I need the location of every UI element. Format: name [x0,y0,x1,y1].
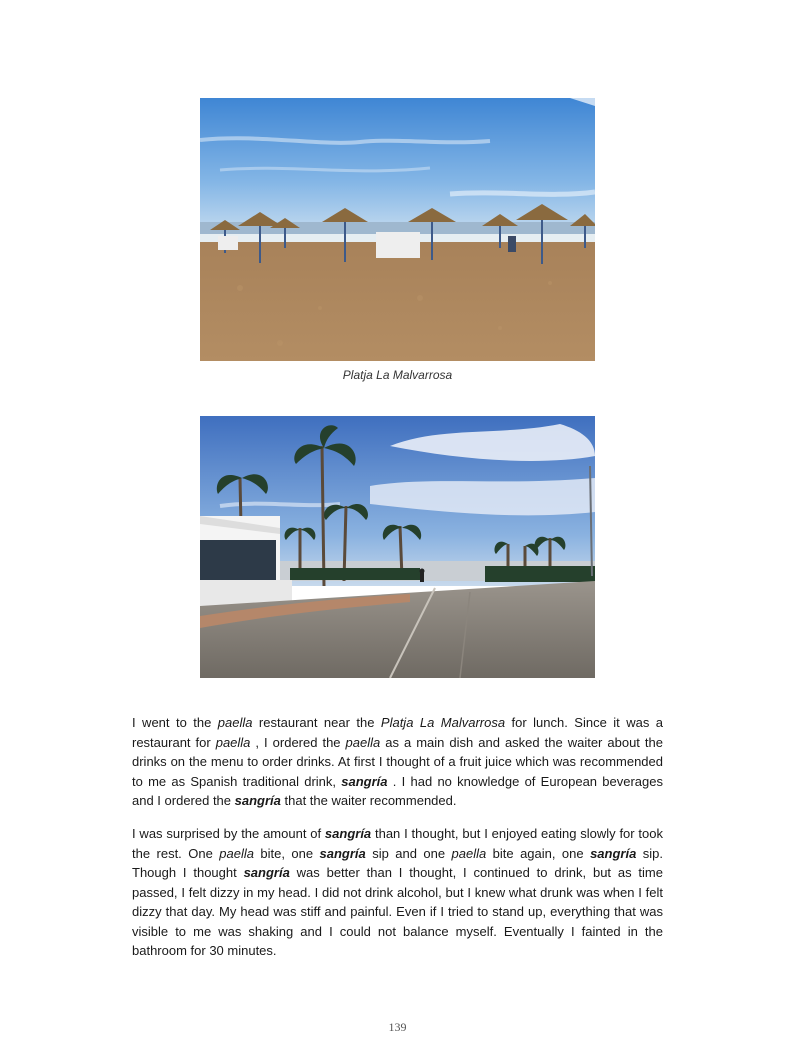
emphasized-term: sangría [243,865,290,880]
emphasized-term: sangría [590,845,637,861]
italic-term: paella [217,715,253,730]
text-run: , I ordered the [250,734,346,750]
emphasized-term: sangría [319,845,366,861]
text-run: was better than I thought, I continued to drink, but as time passed, I felt dizzy in my head. I did not drink alcohol, but I knew what drunk was when I felt dizzy that day. My head was stiff and painful. Even if I tried to stand up, everything that was visible to me was shaking and I could not balance myself. Eventually I fainted in the bathroom for 30 minutes. [132,865,663,958]
emphasized-term: sangría [341,773,388,789]
text-run: restaurant near the [252,715,381,730]
text-run: bite again, one [486,845,591,861]
body-paragraph-1 [132,713,663,811]
italic-term: paella [219,845,254,861]
promenade-palms-photo [200,416,595,678]
italic-term: paella [345,734,381,750]
text-run: that the waiter recommended. [280,793,457,808]
text-run: for lunch. Since it was a restaurant for [132,715,663,750]
beach-photo-caption: Platja La Malvarrosa [342,368,453,382]
text-run: bite, one [253,845,320,861]
beach-umbrellas-photo [200,98,595,361]
emphasized-term: sangría [324,826,372,841]
text-run: sip and one [365,845,452,861]
italic-term: paella [451,845,487,861]
text-run: sip. Though I thought [132,845,663,880]
italic-term: paella [215,734,251,750]
text-run: I was surprised by the amount of [132,826,325,841]
text-run: I went to the [132,715,218,730]
text-run: . I had no knowledge of European beverages and I ordered the [132,773,664,808]
text-run: as a main dish and asked the waiter about the drinks on the menu to order drinks. At first I thought of a fruit juice which was recommended to me as Spanish traditional drink, [132,734,663,789]
italic-term: Platja La Malvarrosa [380,715,506,730]
body-paragraph-2 [132,824,663,961]
emphasized-term: sangría [234,793,281,808]
text-run: than I thought, but I enjoyed eating slowly for took the rest. One [132,826,664,861]
page-number: 139 [388,1020,407,1034]
